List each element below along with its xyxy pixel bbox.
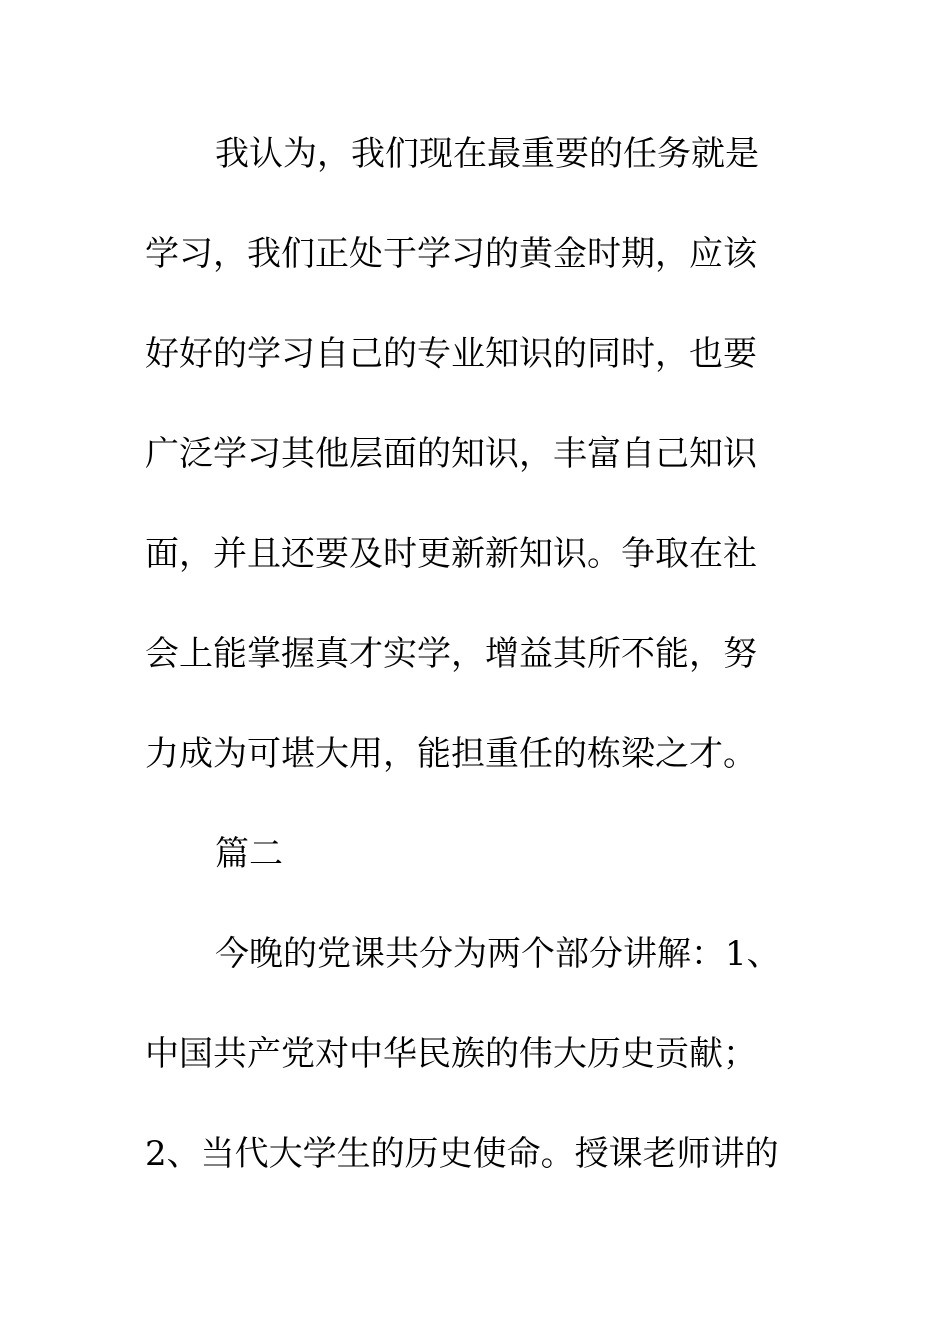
paragraph-line-7: 力成为可堪大用，能担重任的栋梁之才。 <box>145 734 757 774</box>
paragraph-line-3: 好好的学习自己的专业知识的同时，也要 <box>145 334 757 374</box>
paragraph-line-5: 面，并且还要及时更新新知识。争取在社 <box>145 534 757 574</box>
paragraph-line-4: 广泛学习其他层面的知识，丰富自己知识 <box>145 434 757 474</box>
section-heading: 篇二 <box>215 834 283 874</box>
paragraph-line-2: 学习，我们正处于学习的黄金时期，应该 <box>145 234 757 274</box>
paragraph-line-9: 今晚的党课共分为两个部分讲解：1、 <box>215 934 781 974</box>
paragraph-line-11: 2、当代大学生的历史使命。授课老师讲的 <box>145 1134 779 1174</box>
paragraph-line-10: 中国共产党对中华民族的伟大历史贡献； <box>145 1034 757 1074</box>
paragraph-line-1: 我认为，我们现在最重要的任务就是 <box>215 134 759 174</box>
paragraph-line-6: 会上能掌握真才实学，增益其所不能，努 <box>145 634 757 674</box>
